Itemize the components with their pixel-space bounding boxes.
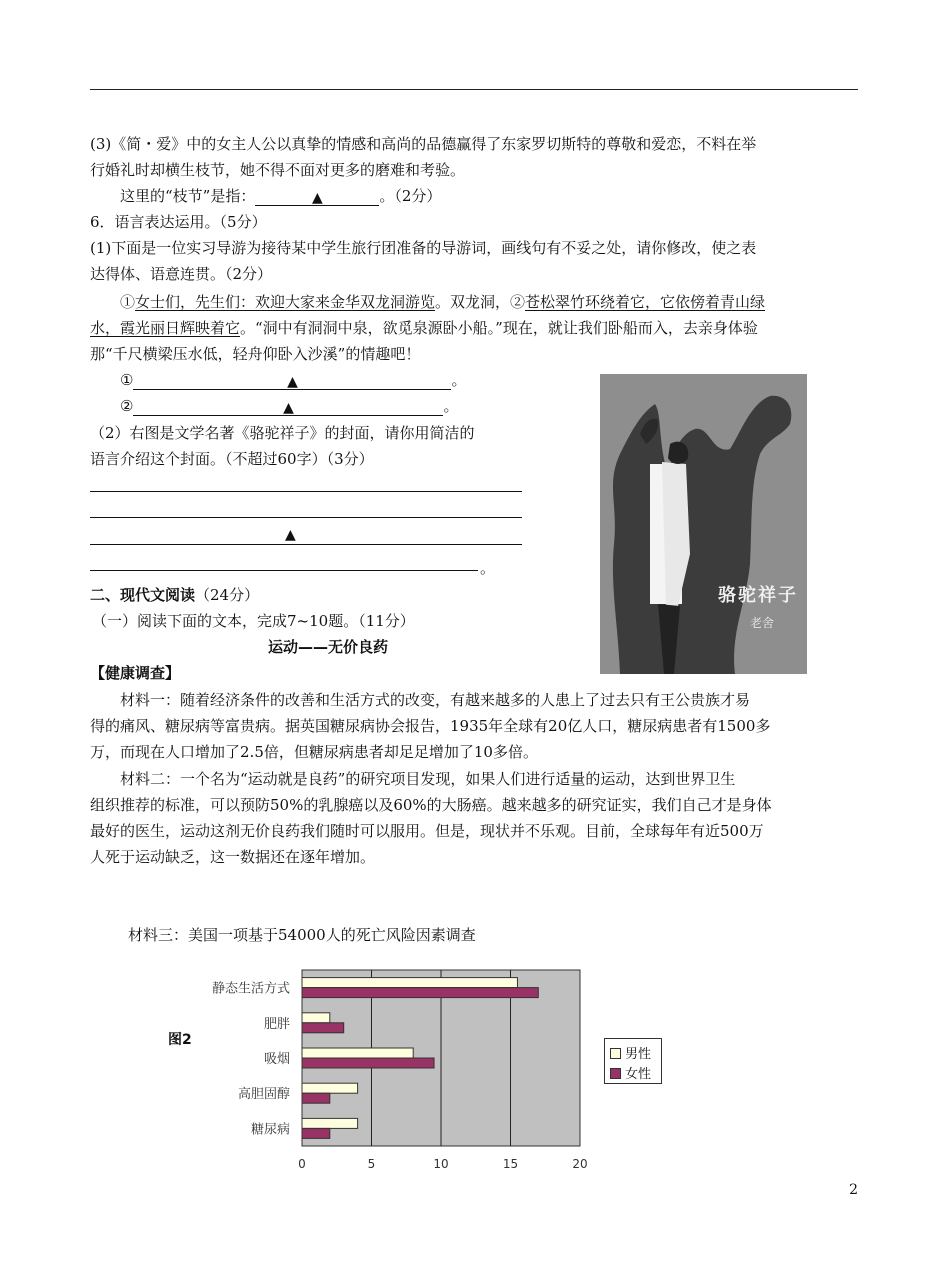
answer-rule-3[interactable] [90,544,522,545]
s1-mid: 。双龙洞，② [435,293,526,311]
legend-label-male: 男性 [625,1047,652,1062]
material2-line1: 材料二：一个名为“运动就是良药”的研究项目发现，如果人们进行适量的运动，达到世界卫生 [120,770,736,788]
x-tick-label: 20 [572,1157,588,1171]
legend-item-male [610,1043,651,1062]
underlined-sentence-2a: 苍松翠竹环绕着它，它依傍着青山绿 [525,293,766,311]
bar-female [302,988,538,998]
period: 。 [443,397,459,415]
legend-item-female [610,1063,651,1082]
book-cover-image [600,374,807,674]
article-title: 运动——无价良药 [268,638,389,656]
bar-female [302,1093,330,1103]
triangle-icon: ▲ [311,190,323,206]
answer-line-1 [120,370,466,390]
cover-title: 骆驼祥子 [718,585,798,606]
triangle-icon: ▲ [287,374,298,390]
category-label: 糖尿病 [250,1122,290,1138]
answer-rule-2[interactable] [90,517,522,518]
q6-p2-line2: 语言介绍这个封面。（不超过60字）（3分） [90,450,374,468]
material1-line1: 材料一：随着经济条件的改善和生活方式的改变，有越来越多的人患上了过去只有王公贵族才易 [120,691,751,709]
q5-3-tail: 。（2分） [379,187,442,205]
cover-author: 老舍 [750,616,775,630]
q5-3-prompt: 这里的“枝节”是指： [120,187,256,205]
bar-male [302,1118,358,1128]
triangle-icon: ▲ [285,527,296,543]
camel-figure-illustration [600,374,807,674]
category-label: 静态生活方式 [211,981,290,997]
answer-num-2: ② [120,397,134,415]
health-survey-tag: 【健康调查】 [90,664,181,682]
material2-line3: 最好的医生，运动这剂无价良药我们随时可以服用。但是，现状并不乐观。目前，全球每年有近500万 [90,822,764,840]
answer-blank[interactable] [255,187,379,206]
answer-blank-1[interactable] [133,371,451,390]
category-label: 高胆固醇 [237,1087,290,1103]
bar-female [302,1023,344,1033]
s2-rest: 。“洞中有洞洞中泉，欲觅泉源卧小船。”现在，就让我们卧船而入，去亲身体验 [240,319,758,337]
page-number: 2 [849,1182,858,1198]
s1-num: ① [120,293,136,311]
q6-p1-line1: (1)下面是一位实习导游为接待某中学生旅行团准备的导游词，画线句有不妥之处，请你修改，使之表 [90,239,757,257]
header-rule [90,89,858,90]
section2-heading: 二、现代文阅读 [90,586,196,604]
period: 。 [451,371,467,389]
answer-rule-4[interactable] [90,570,478,571]
material2-line4: 人死于运动缺乏，这一数据还在逐年增加。 [90,848,376,866]
q5-3-line2: 行婚礼时却横生枝节，她不得不面对更多的磨难和考验。 [90,161,466,179]
x-tick-label: 0 [298,1157,306,1171]
q6-title: 6．语言表达运用。（5分） [90,213,267,231]
x-tick-label: 15 [502,1157,519,1171]
bar-female [302,1128,330,1138]
underlined-sentence-2b: 水，霞光丽日辉映着它 [90,319,241,337]
q5-3-prompt-line [120,186,441,206]
q6-p1-line2: 达得体、语意连贯。（2分） [90,265,273,283]
bar-female [302,1058,434,1068]
category-label: 肥胖 [263,1016,290,1032]
section2-sub: （一）阅读下面的文本，完成7~10题。（11分） [92,612,415,630]
q5-3-line1: (3)《简・爱》中的女主人公以真挚的情感和高尚的品德赢得了东家罗切斯特的尊敬和爱恋，不料在举 [90,135,757,153]
bar-male [302,1083,358,1093]
bar-male [302,1013,330,1023]
section2-heading-line [90,585,259,605]
answer-num-1: ① [120,371,134,389]
answer-line-2 [120,396,458,416]
material3-title: 材料三：美国一项基于54000人的死亡风险因素调查 [128,926,476,944]
q6-passage-line1 [120,292,765,312]
category-label: 吸烟 [263,1052,290,1067]
q6-passage-line2 [90,318,758,338]
bar-male [302,978,517,988]
answer-rule-1[interactable] [90,491,522,492]
section2-score: （24分） [195,586,260,604]
legend-label-female: 女性 [625,1067,652,1082]
chart-legend [604,1038,662,1084]
underlined-sentence-1: 女士们，先生们：欢迎大家来金华双龙洞游览 [135,293,436,311]
period: 。 [480,559,496,577]
figure-label: 图2 [168,1032,192,1048]
legend-swatch-female [610,1068,621,1079]
x-tick-label: 10 [433,1157,449,1171]
q6-p2-line1: （2）右图是文学名著《骆驼祥子》的封面，请你用简洁的 [90,424,475,442]
material1-line2: 得的痛风、糖尿病等富贵病。据英国糖尿病协会报告，1935年全球有20亿人口，糖尿病患者有1500多 [90,717,771,735]
material2-line2: 组织推荐的标准，可以预防50%的乳腺癌以及60%的大肠癌。越来越多的研究证实，我们自己才是身体 [90,796,772,814]
q6-passage-line3: 那“千尺横梁压水低，轻舟仰卧入沙溪”的情趣吧！ [90,345,421,363]
legend-swatch-male [610,1048,621,1059]
answer-blank-2[interactable] [133,397,443,416]
risk-factor-bar-chart [160,960,680,1190]
material1-line3: 万，而现在人口增加了2.5倍，但糖尿病患者却足足增加了10多倍。 [90,743,538,761]
triangle-icon: ▲ [283,400,294,416]
x-tick-label: 5 [367,1157,376,1171]
bar-male [302,1048,413,1058]
